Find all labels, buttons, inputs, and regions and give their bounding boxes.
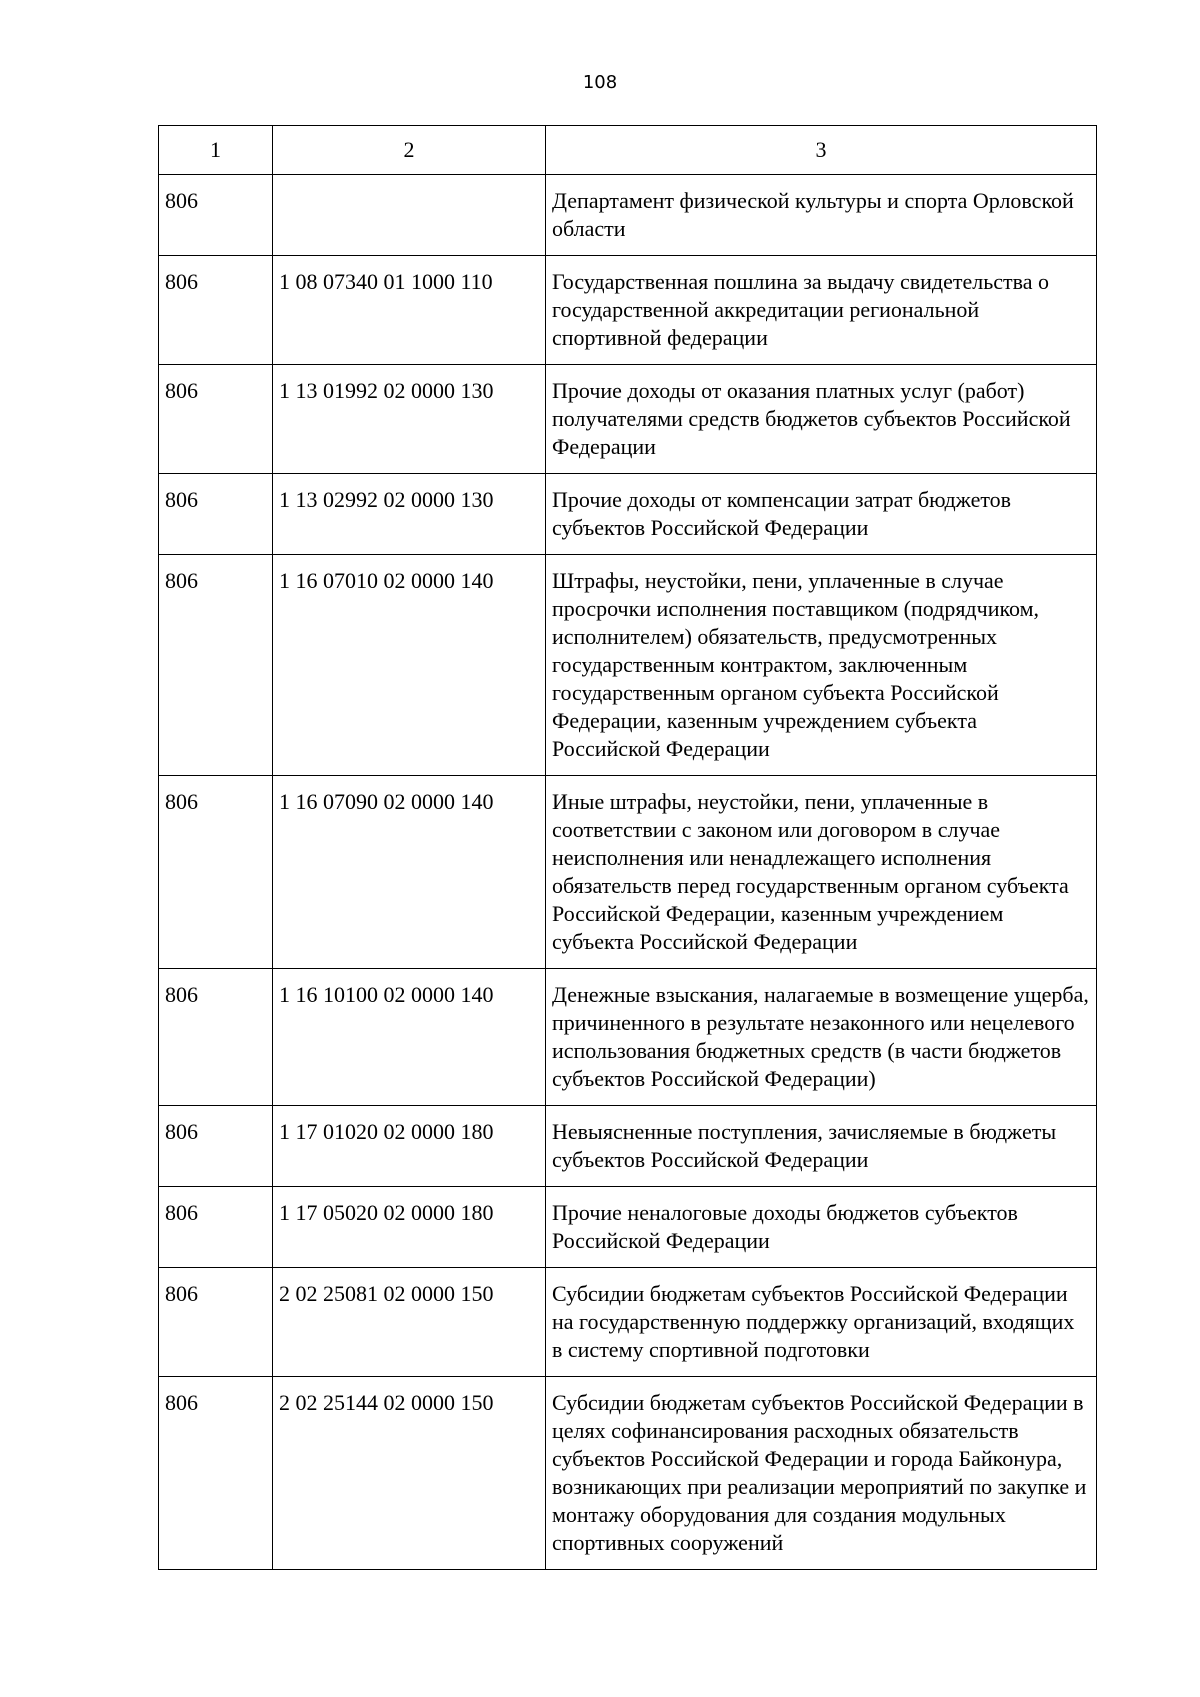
- description-cell: Денежные взыскания, налагаемые в возмещение ущерба, причиненного в результате незаконного или нецелевого использования бюджетных средств (в части бюджетов субъектов Российской Федерации): [546, 969, 1097, 1106]
- revenue-code-cell: 1 08 07340 01 1000 110: [273, 256, 546, 365]
- table-row: [159, 365, 1097, 474]
- admin-code-cell: 806: [159, 1377, 273, 1570]
- table-row: [159, 1268, 1097, 1377]
- table-row: [159, 256, 1097, 365]
- revenue-code-cell: 2 02 25144 02 0000 150: [273, 1377, 546, 1570]
- revenue-code-cell: 1 16 07090 02 0000 140: [273, 776, 546, 969]
- description-cell: Прочие доходы от оказания платных услуг (работ) получателями средств бюджетов субъектов Российской Федерации: [546, 365, 1097, 474]
- admin-code-cell: 806: [159, 256, 273, 365]
- description-cell: Субсидии бюджетам субъектов Российской Федерации в целях софинансирования расходных обязательств субъектов Российской Федерации и города Байконура, возникающих при реализации мероприятий по закупке и монтажу оборудования для создания модульных спортивных сооружений: [546, 1377, 1097, 1570]
- description-cell: Субсидии бюджетам субъектов Российской Федерации на государственную поддержку организаций, входящих в систему спортивной подготовки: [546, 1268, 1097, 1377]
- description-cell: Штрафы, неустойки, пени, уплаченные в случае просрочки исполнения поставщиком (подрядчиком, исполнителем) обязательств, предусмотренных государственным контрактом, заключенным государственным органом субъекта Российской Федерации, казенным учреждением субъекта Российской Федерации: [546, 555, 1097, 776]
- table-row: [159, 1106, 1097, 1187]
- revenue-code-cell: 1 13 01992 02 0000 130: [273, 365, 546, 474]
- table-row: [159, 555, 1097, 776]
- description-cell: Прочие доходы от компенсации затрат бюджетов субъектов Российской Федерации: [546, 474, 1097, 555]
- description-cell: Прочие неналоговые доходы бюджетов субъектов Российской Федерации: [546, 1187, 1097, 1268]
- revenue-code-cell: 1 16 07010 02 0000 140: [273, 555, 546, 776]
- table-row: [159, 1377, 1097, 1570]
- admin-code-cell: 806: [159, 555, 273, 776]
- admin-code-cell: 806: [159, 365, 273, 474]
- revenue-code-cell: 1 17 05020 02 0000 180: [273, 1187, 546, 1268]
- admin-code-cell: 806: [159, 474, 273, 555]
- column-header-3: 3: [546, 126, 1097, 175]
- page-number: 108: [582, 72, 618, 93]
- table-header-row: [159, 126, 1097, 175]
- admin-code-cell: 806: [159, 1268, 273, 1377]
- admin-code-cell: 806: [159, 969, 273, 1106]
- table-row: [159, 1187, 1097, 1268]
- table-row: [159, 175, 1097, 256]
- table-row: [159, 969, 1097, 1106]
- description-cell: Иные штрафы, неустойки, пени, уплаченные в соответствии с законом или договором в случае неисполнения или ненадлежащего исполнения обязательств перед государственным органом субъекта Российской Федерации, казенным учреждением субъекта Российской Федерации: [546, 776, 1097, 969]
- admin-code-cell: 806: [159, 175, 273, 256]
- description-cell: Невыясненные поступления, зачисляемые в бюджеты субъектов Российской Федерации: [546, 1106, 1097, 1187]
- revenue-code-cell: 1 17 01020 02 0000 180: [273, 1106, 546, 1187]
- revenue-codes-table: [158, 125, 1097, 1570]
- admin-code-cell: 806: [159, 776, 273, 969]
- description-cell: Департамент физической культуры и спорта Орловской области: [546, 175, 1097, 256]
- revenue-code-cell: [273, 175, 546, 256]
- revenue-code-cell: 2 02 25081 02 0000 150: [273, 1268, 546, 1377]
- column-header-2: 2: [273, 126, 546, 175]
- admin-code-cell: 806: [159, 1106, 273, 1187]
- column-header-1: 1: [159, 126, 273, 175]
- revenue-code-cell: 1 13 02992 02 0000 130: [273, 474, 546, 555]
- table-row: [159, 776, 1097, 969]
- description-cell: Государственная пошлина за выдачу свидетельства о государственной аккредитации региональной спортивной федерации: [546, 256, 1097, 365]
- admin-code-cell: 806: [159, 1187, 273, 1268]
- table-row: [159, 474, 1097, 555]
- revenue-code-cell: 1 16 10100 02 0000 140: [273, 969, 546, 1106]
